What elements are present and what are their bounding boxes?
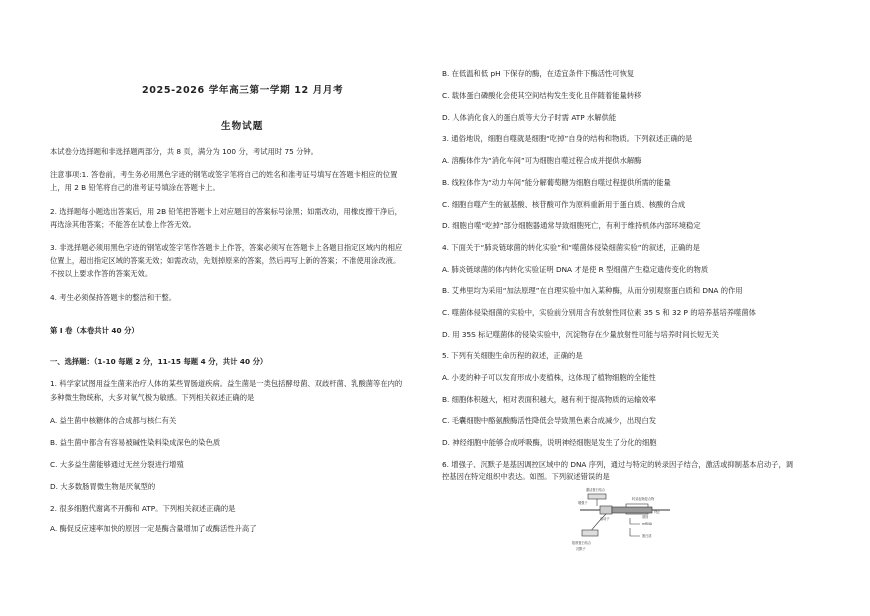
mrna-arrow — [630, 518, 640, 524]
question-line: 2. 很多细胞代谢离不开酶和 ATP。下列相关叙述正确的是 — [50, 504, 236, 513]
option-line: D. 人体消化食入的蛋白质等大分子时需 ATP 水解供能 — [442, 113, 617, 122]
figure-label: 蛋白质 — [642, 534, 652, 538]
option-line: A. 肺炎链球菌的体内转化实验证明 DNA 才是使 R 型细菌产生稳定遗传变化的物质 — [442, 265, 709, 274]
option-line: C. 载体蛋白磷酸化会使其空间结构发生变化且伴随着能量转移 — [442, 91, 642, 100]
figure-label: 沉默子 — [576, 547, 586, 551]
question-line: 1. 科学家试图用益生菌来治疗人体的某些胃肠道疾病。益生菌是一类包括酵母菌、双歧杆菌、乳酸菌等在内的 — [50, 379, 403, 388]
figure-label: mRNA — [642, 522, 652, 526]
figure-label: 增强子 — [578, 501, 588, 505]
exam-title: 2025-2026 学年高三第一学期 12 月月考 — [142, 85, 344, 96]
option-line: C. 噬菌体侵染细菌的实验中，实验前分别用含有放射性同位素 35 S 和 32 P 的培养基培养噬菌体 — [442, 308, 756, 317]
note-line: 上，用 2 B 铅笔将自己的准考证号填涂在答题卡上。 — [50, 183, 220, 192]
note-line: 2. 选择题每小题选出答案后，用 2B 铅笔把答题卡上对应题目的答案标号涂黑；如需改动，用橡皮擦干净后， — [50, 207, 402, 216]
protein-arrow — [630, 528, 640, 536]
question-line: 5. 下列有关细胞生命历程的叙述，正确的是 — [442, 351, 583, 360]
option-line: D. 神经细胞中能够合成呼吸酶，说明神经细胞是发生了分化的细胞 — [442, 438, 657, 447]
option-line: A. 酶促反应速率加快的原因一定是酶含量增加了或酶活性升高了 — [50, 524, 257, 533]
option-line: B. 在低温和低 pH 下保存的酶，在适宜条件下酶活性可恢复 — [442, 69, 635, 78]
question-line: 控基因在特定组织中表达。如图。下列叙述错误的是 — [442, 472, 610, 481]
figure-label: 启动子 — [600, 517, 610, 521]
option-line: C. 大多益生菌能够通过无丝分裂进行增殖 — [50, 460, 184, 469]
question-line: 6. 增强子、沉默子是基因调控区域中的 DNA 序列，通过与特定的转录因子结合，激活或抑制基本启动子，调 — [442, 460, 794, 469]
note-line: 注意事项:1. 答卷前，考生务必用黑色字迹的钢笔或签字笔将自己的姓名和准考证号填写在答题卡相应的位置 — [50, 170, 398, 179]
figure-label: 转录起始复合物 — [632, 497, 655, 501]
figure-label: 阻遏蛋白结合 — [572, 541, 592, 545]
choice-heading: 一、选择题：（1-10 每题 2 分，11-15 每题 4 分，共计 40 分） — [50, 357, 268, 366]
option-line: B. 艾弗里均为采用“加法原理”在自理实验中加入某种酶，从而分别观察蛋白质和 DNA 的作用 — [442, 286, 743, 295]
exam-intro: 本试卷分选择题和非选择题两部分，共 8 页，满分为 100 分，考试用时 75 分钟。 — [50, 147, 318, 156]
option-line: D. 大多数肠胃微生物是厌氧型的 — [50, 482, 156, 491]
note-line: 不按以上要求作答的答案无效。 — [50, 269, 153, 278]
option-line: D. 细胞自噬“吃掉”部分细胞器通常导致细胞死亡，有利于维持机体内部环境稳定 — [442, 221, 701, 230]
figure-label: 激活蛋白结合 — [586, 488, 606, 492]
promoter-block — [600, 506, 612, 514]
activator-protein-shape — [588, 494, 606, 499]
option-line: A. 溶酶体作为“消化车间”可为细胞自噬过程合成并提供水解酶 — [442, 156, 642, 165]
question-line: 多种微生物统称，大多对氧气极为敏感。下列相关叙述正确的是 — [50, 393, 255, 402]
subject-title: 生物试题 — [221, 121, 264, 132]
question-line: 3. 通俗地说，细胞自噬就是细胞“吃掉”自身的结构和物质。下列叙述正确的是 — [442, 134, 693, 143]
option-line: D. 用 35S 标记噬菌体的侵染实验中，沉淀物存在少量放射性可能与培养时间长短无关 — [442, 330, 719, 339]
option-line: B. 线粒体作为“动力车间”能分解葡萄糖为细胞自噬过程提供所需的能量 — [442, 178, 671, 187]
option-line: C. 细胞自噬产生的氨基酸、核苷酸可作为原料重新用于蛋白质、核酸的合成 — [442, 200, 686, 209]
note-line: 4. 考生必须保持答题卡的整洁和干整。 — [50, 293, 177, 302]
note-line: 再选涂其他答案；不能答在试卷上作答无效。 — [50, 220, 196, 229]
figure-label: 终止 — [654, 510, 661, 514]
question-line: 4. 下面关于“肺炎链球菌的转化实验”和“噬菌体侵染细菌实验”的叙述，正确的是 — [442, 243, 700, 252]
option-line: A. 小麦的种子可以发育形成小麦植株，这体现了植物细胞的全能性 — [442, 373, 656, 382]
option-line: B. 益生菌中都含有容易被碱性染料染成深色的染色质 — [50, 438, 221, 447]
option-line: C. 毛囊细胞中酪氨酸酶活性降低会导致黑色素合成减少，出现白发 — [442, 416, 657, 425]
option-line: B. 细胞体积越大，相对表面积越大，越有利于提高物质的运输效率 — [442, 395, 656, 404]
gene-block — [612, 507, 652, 513]
note-line: 3. 非选择题必须用黑色字迹的钢笔或签字笔作答题卡上作答，答案必须写在答题卡上各题目指定区域内的相应 — [50, 243, 403, 252]
figure-label: 基因 — [642, 515, 649, 519]
section-heading: 第 I 卷（本卷共计 40 分） — [50, 326, 139, 335]
repressor-protein-shape — [582, 530, 598, 536]
option-line: A. 益生菌中核糖体的合成都与核仁有关 — [50, 416, 177, 425]
gene-regulation-figure — [570, 484, 680, 564]
note-line: 位置上，超出指定区域的答案无效；如需改动，先划掉原来的答案，然后再写上新的答案；不准使用涂改液。 — [50, 256, 401, 265]
